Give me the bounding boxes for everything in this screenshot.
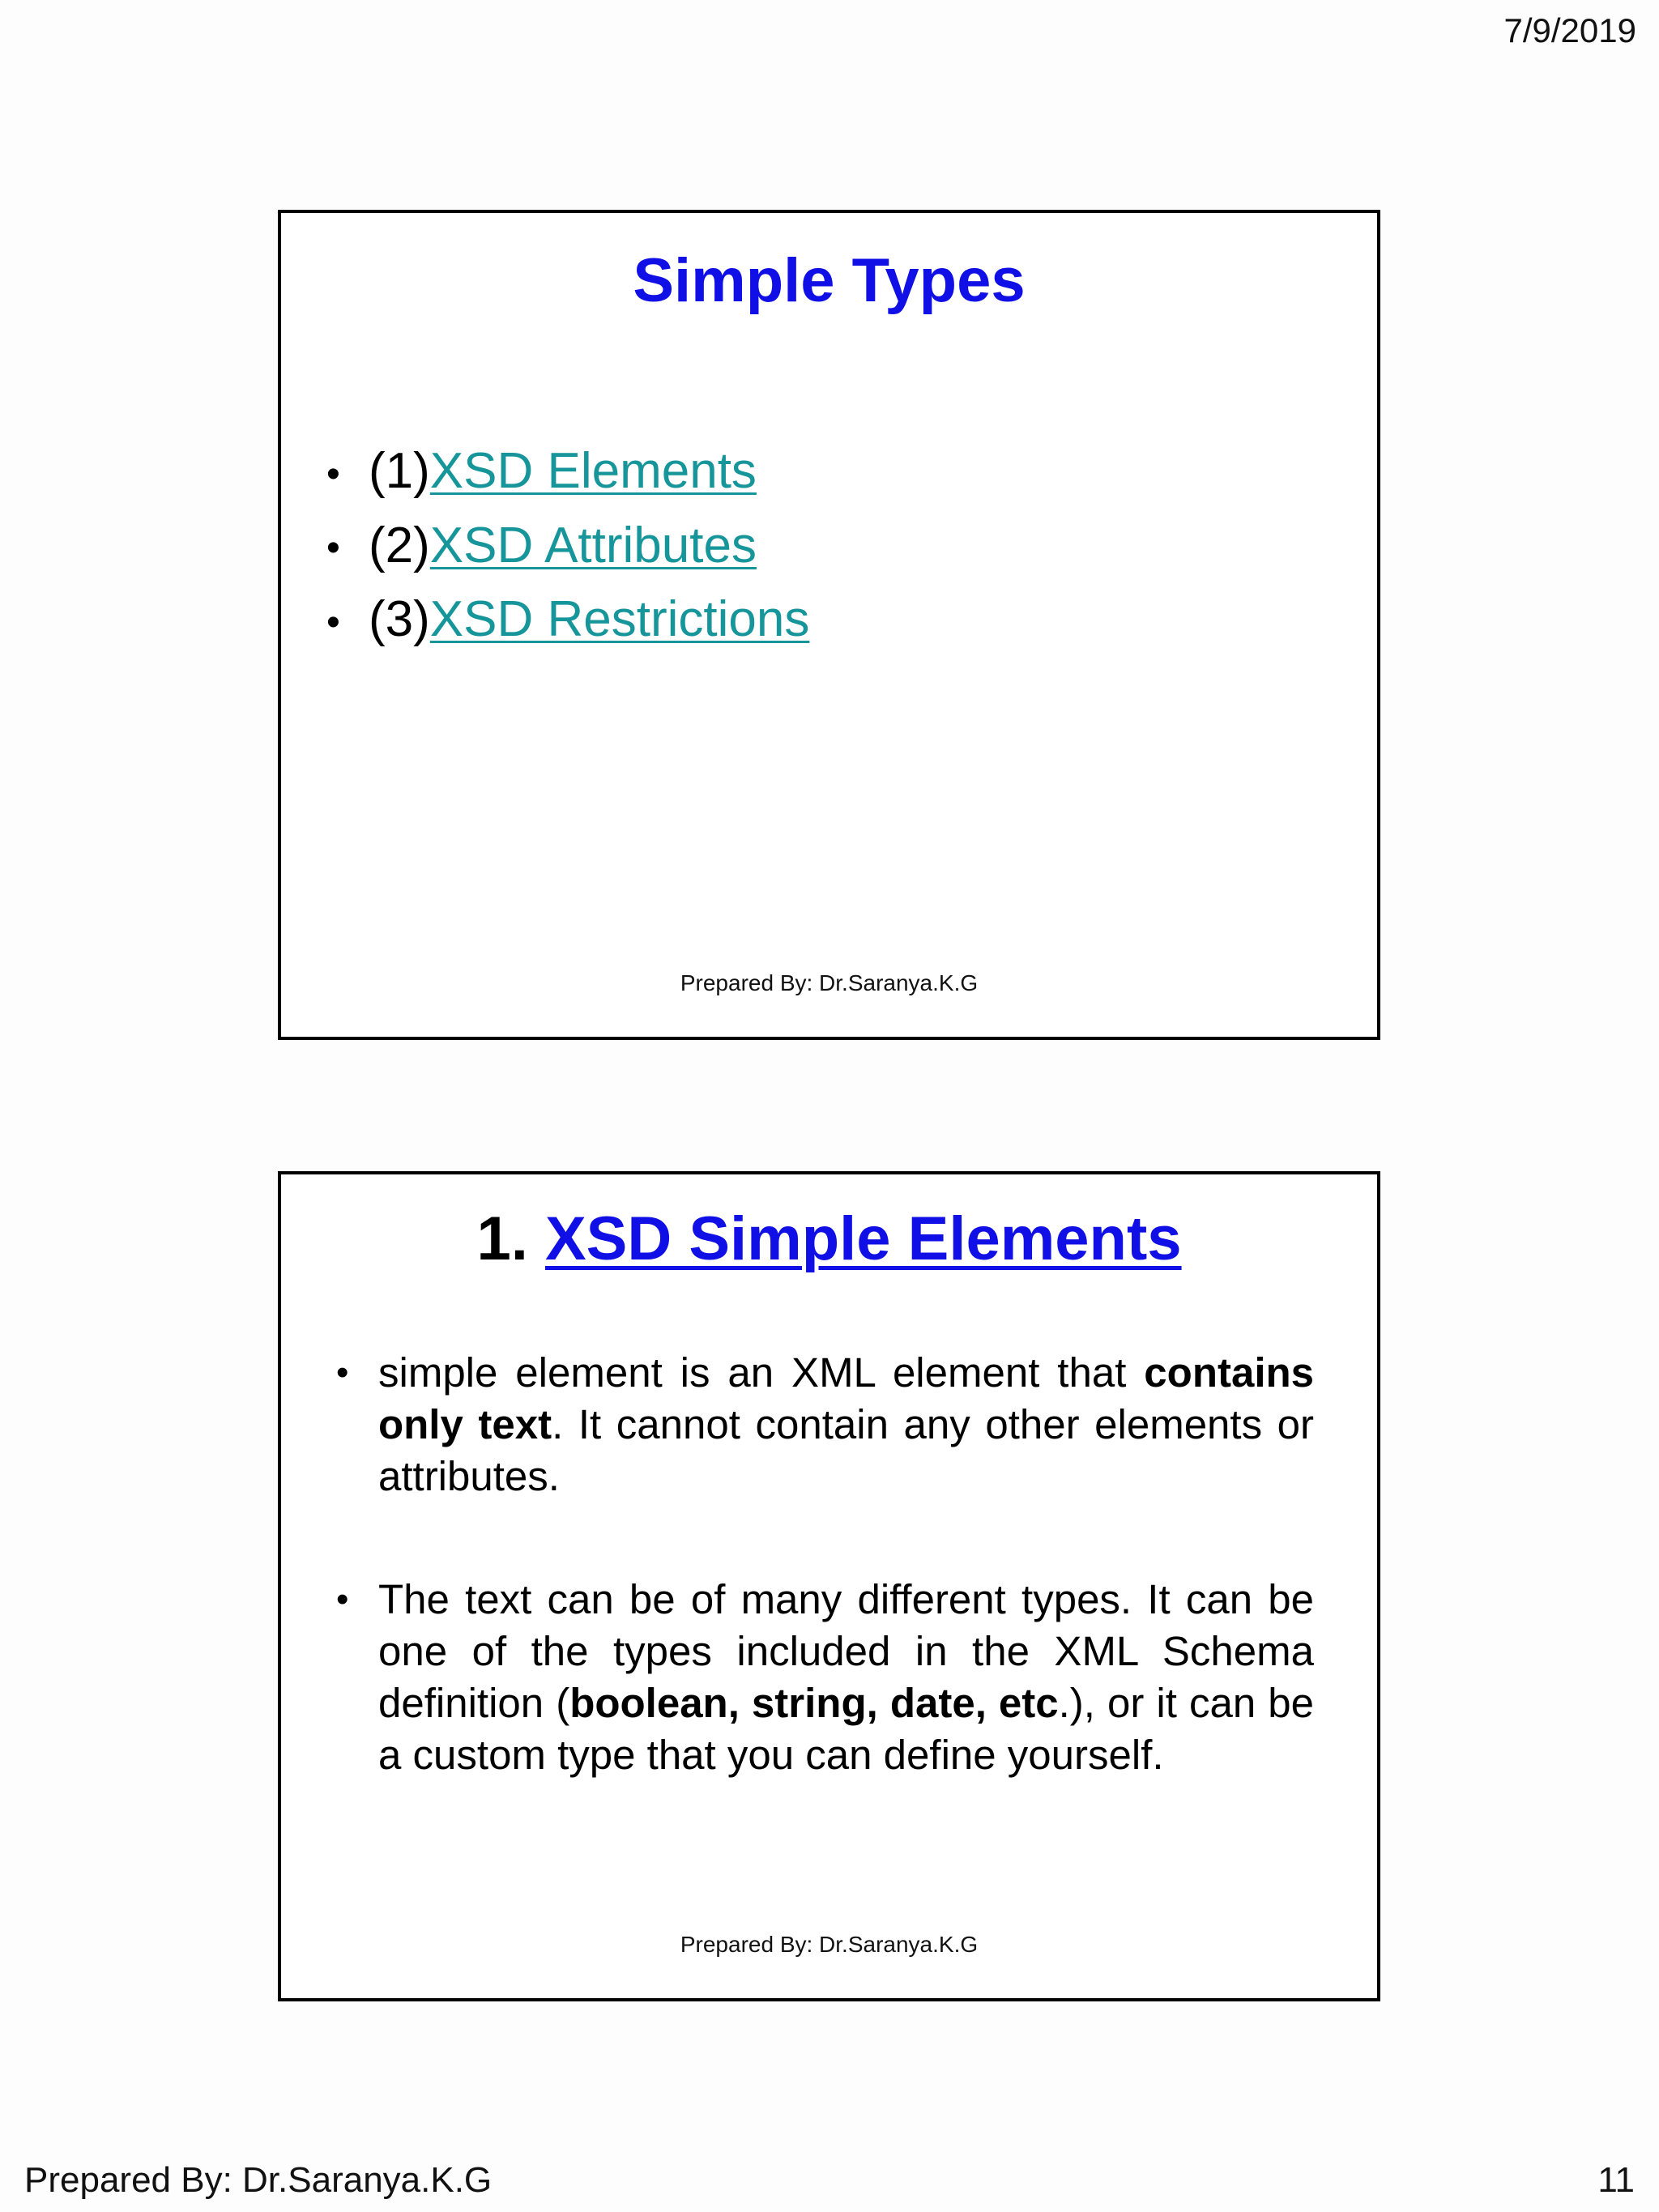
bullet-icon: • — [326, 600, 340, 644]
bullet-icon: • — [336, 1353, 349, 1392]
slide-xsd-simple-elements — [278, 1171, 1380, 2001]
item-prefix: (3) — [369, 591, 430, 648]
paragraph-text: simple element is an XML element that — [378, 1349, 1145, 1396]
paragraph-text: .), or it can be a custom type that you can define yourself. — [378, 1680, 1314, 1778]
bullet-icon: • — [326, 452, 340, 496]
bullet-icon: • — [336, 1579, 349, 1619]
slide-footer: Prepared By: Dr.Saranya.K.G — [680, 970, 979, 995]
paragraph-bold: boolean, string, date, etc — [569, 1680, 1059, 1726]
slide-title: Simple Types — [633, 246, 1026, 315]
link-xsd-elements[interactable]: XSD Elements — [429, 443, 757, 499]
bullet-icon: • — [326, 526, 340, 570]
topic-list — [326, 436, 809, 658]
slide-simple-types — [278, 210, 1380, 1040]
paragraph-text: The text can be of many different types. It can be one of the types included in the XML Schema definition ( — [378, 1576, 1314, 1726]
list-item — [326, 584, 809, 658]
link-xsd-attributes[interactable]: XSD Attributes — [429, 517, 757, 573]
title-link[interactable]: XSD Simple Elements — [544, 1204, 1182, 1273]
list-item — [326, 436, 809, 510]
slide-footer: Prepared By: Dr.Saranya.K.G — [680, 1932, 979, 1957]
paragraph-text: . It cannot contain any other elements or attributes. — [378, 1401, 1315, 1499]
paragraph-bold: contains only text — [378, 1349, 1314, 1447]
title-number: 1. — [476, 1204, 528, 1273]
slide-title — [281, 1204, 1377, 1274]
page-number: 11 — [1597, 2160, 1635, 2200]
item-prefix: (2) — [369, 517, 430, 573]
item-prefix: (1) — [369, 443, 430, 499]
paragraph — [336, 1574, 1314, 1781]
link-xsd-restrictions[interactable]: XSD Restrictions — [429, 591, 810, 648]
list-item — [326, 510, 809, 585]
page-date: 7/9/2019 — [1503, 11, 1636, 49]
paragraph — [336, 1347, 1315, 1502]
page-footer: Prepared By: Dr.Saranya.K.G — [24, 2160, 493, 2200]
